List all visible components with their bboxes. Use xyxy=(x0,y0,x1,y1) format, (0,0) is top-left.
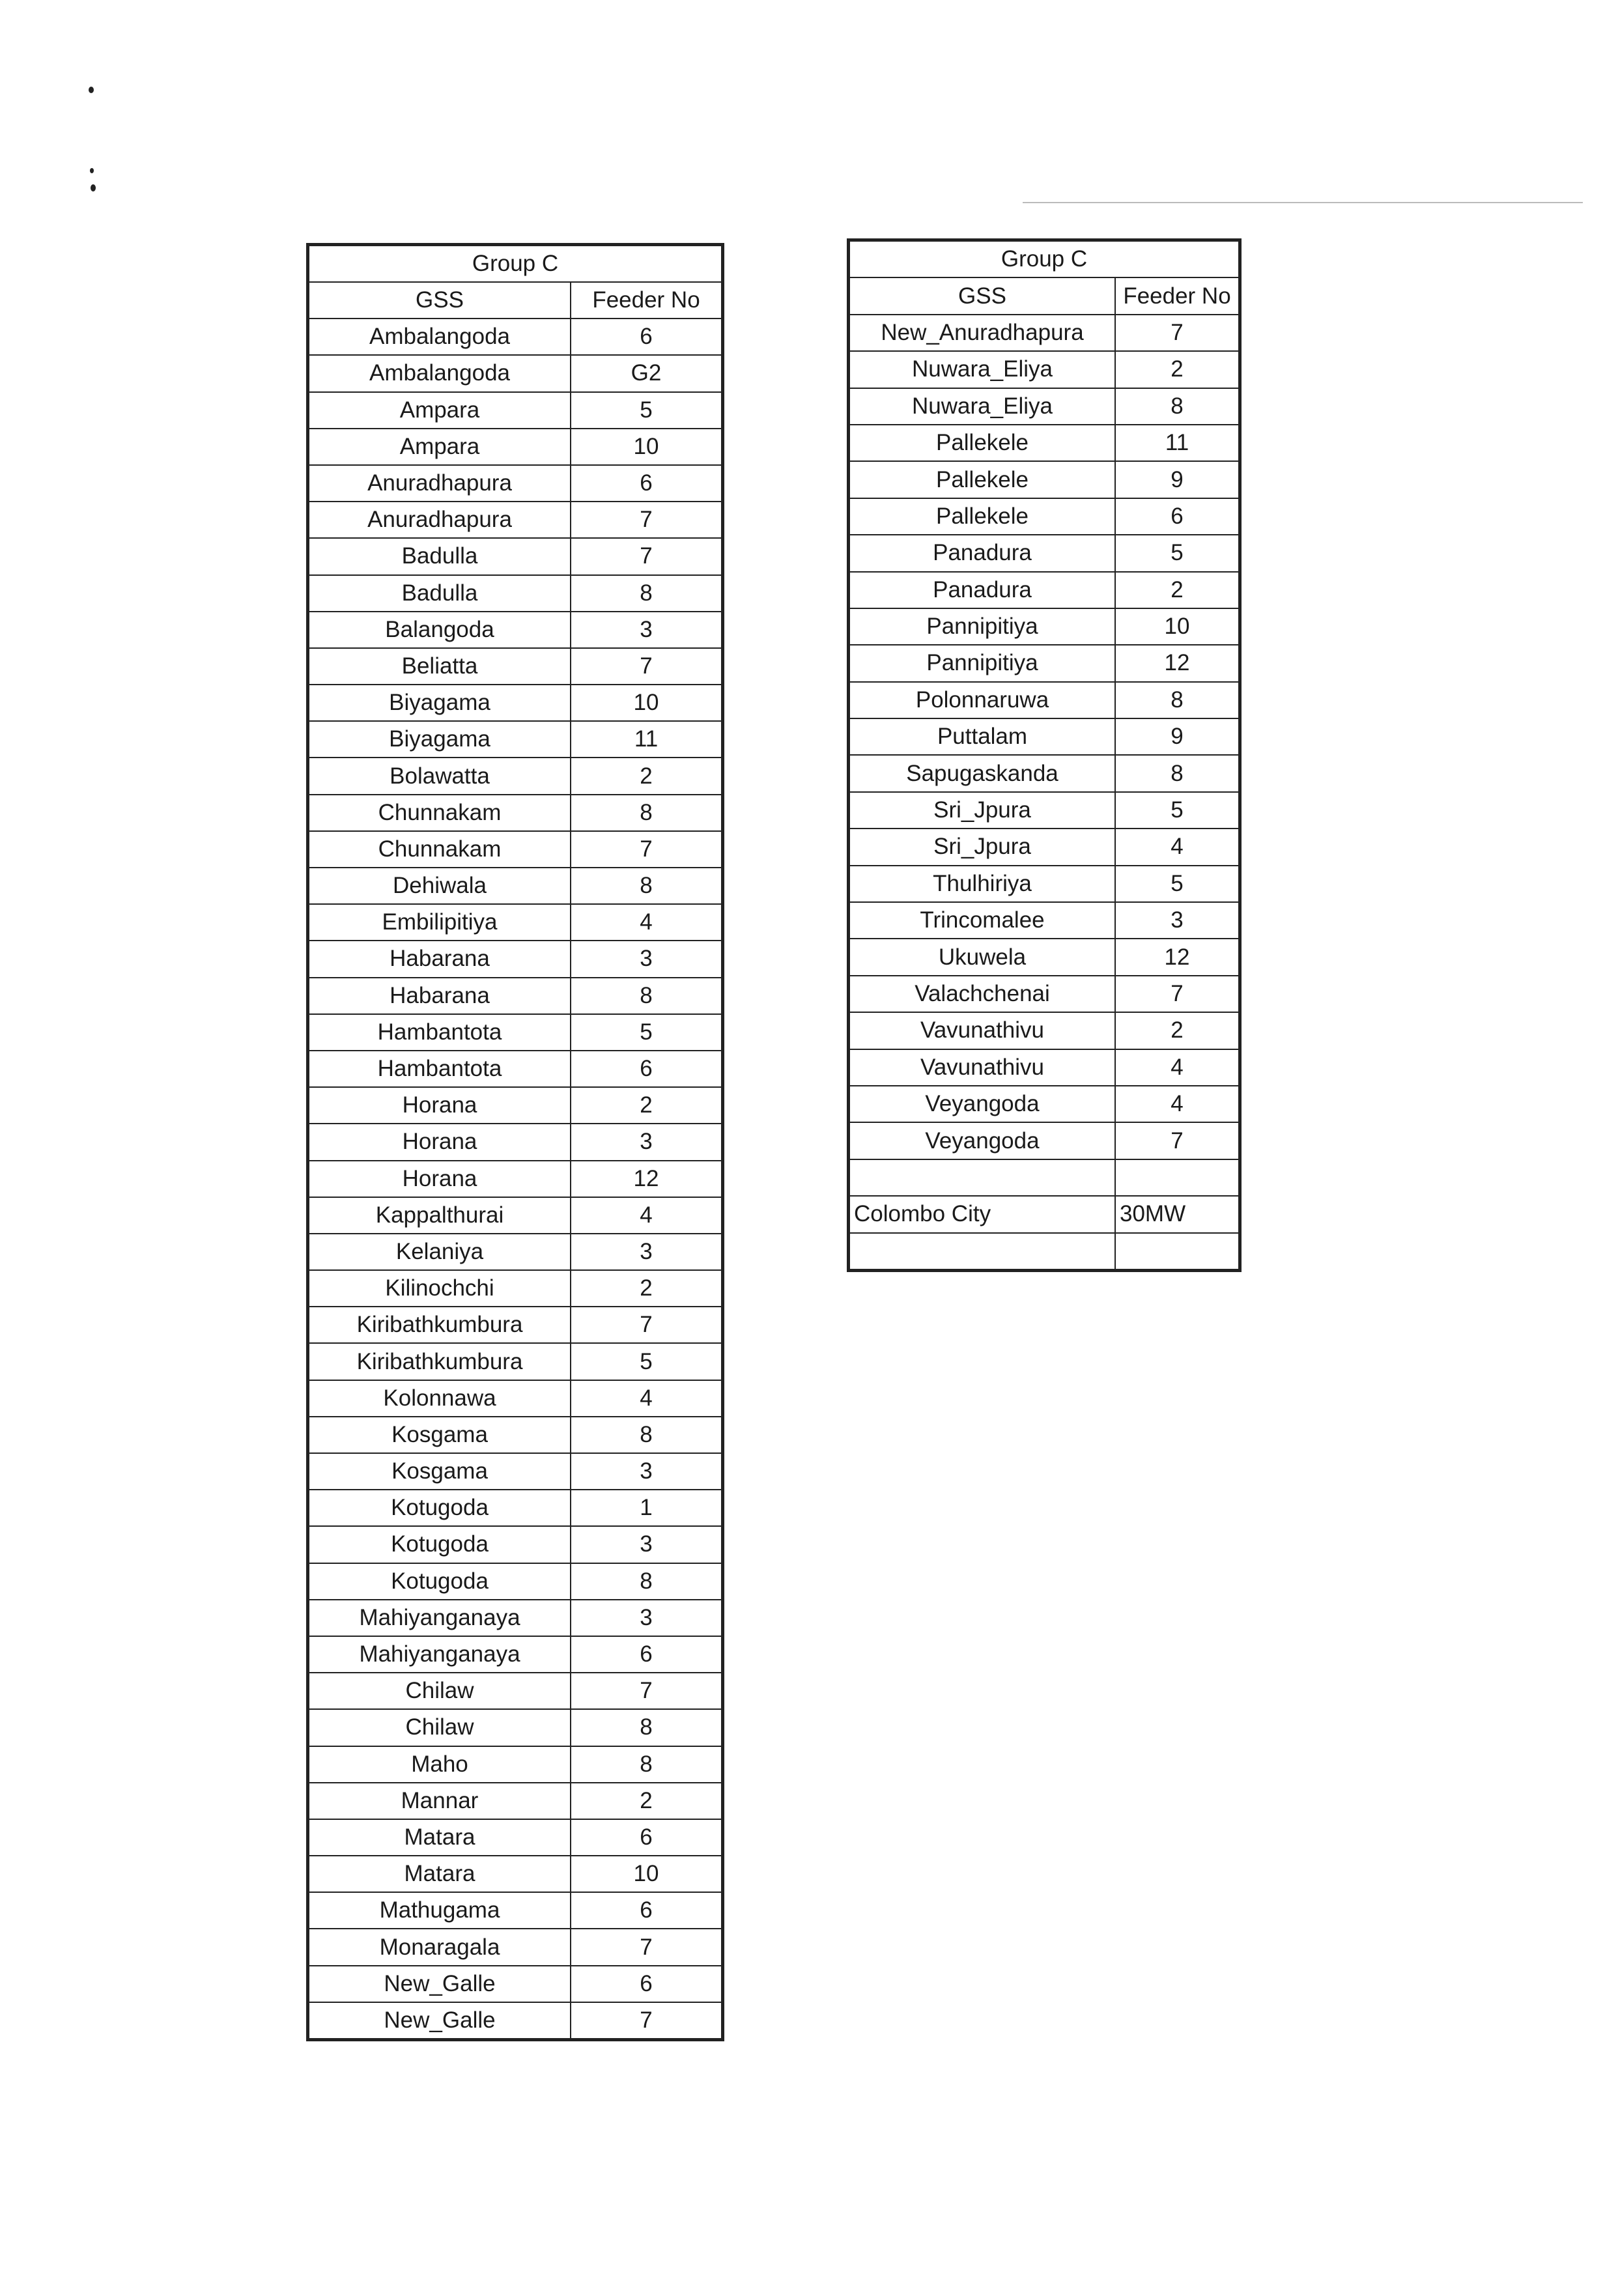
gss-cell: Ampara xyxy=(308,392,571,429)
gss-cell: Hambantota xyxy=(308,1051,571,1087)
gss-cell: New_Galle xyxy=(308,1966,571,2002)
gss-cell: New_Galle xyxy=(308,2002,571,2040)
gss-cell: Chilaw xyxy=(308,1709,571,1746)
table-row xyxy=(308,1966,723,2002)
table-row xyxy=(849,755,1240,791)
table-body xyxy=(849,315,1240,1271)
gss-cell: Biyagama xyxy=(308,685,571,721)
table-row xyxy=(308,429,723,465)
group-c-table-left xyxy=(306,243,724,2041)
feeder-no-cell: 2 xyxy=(571,758,723,794)
feeder-no-cell: 2 xyxy=(571,1270,723,1307)
gss-cell: Kiribathkumbura xyxy=(308,1307,571,1343)
table-row xyxy=(308,502,723,538)
feeder-no-cell: 6 xyxy=(571,1892,723,1929)
gss-cell: Ampara xyxy=(308,429,571,465)
feeder-no-cell: 11 xyxy=(1115,425,1240,461)
feeder-no-cell: 8 xyxy=(571,575,723,612)
table-row xyxy=(849,645,1240,681)
table-row xyxy=(308,1087,723,1124)
feeder-no-cell: 7 xyxy=(571,831,723,868)
table-row xyxy=(849,425,1240,461)
table-row xyxy=(849,1049,1240,1086)
feeder-no-cell: 7 xyxy=(571,2002,723,2040)
table-row xyxy=(308,831,723,868)
feeder-no-cell: 3 xyxy=(571,612,723,648)
scan-speck xyxy=(89,87,94,93)
feeder-no-cell: 4 xyxy=(571,1197,723,1234)
feeder-no-cell: 7 xyxy=(571,1929,723,1965)
gss-cell: Veyangoda xyxy=(849,1122,1116,1159)
feeder-no-cell: 5 xyxy=(1115,866,1240,902)
column-header-feeder-no: Feeder No xyxy=(1115,277,1240,314)
table-row xyxy=(308,1380,723,1417)
feeder-no-cell: 4 xyxy=(571,904,723,941)
table-row xyxy=(849,976,1240,1012)
table-row xyxy=(308,1234,723,1270)
feeder-no-cell: 6 xyxy=(571,1636,723,1673)
column-header-gss: GSS xyxy=(308,282,571,319)
feeder-no-cell: 6 xyxy=(571,465,723,502)
feeder-no-cell: 4 xyxy=(1115,1049,1240,1086)
feeder-no-cell: 6 xyxy=(571,319,723,355)
feeder-no-cell: 2 xyxy=(1115,572,1240,608)
table-row xyxy=(849,1233,1240,1271)
gss-cell: Kosgama xyxy=(308,1417,571,1453)
gss-cell: Colombo City xyxy=(849,1196,1116,1232)
gss-cell: Vavunathivu xyxy=(849,1012,1116,1049)
gss-cell: Horana xyxy=(308,1124,571,1160)
feeder-no-cell: 5 xyxy=(1115,535,1240,571)
gss-cell: Badulla xyxy=(308,575,571,612)
table-row xyxy=(308,1526,723,1563)
gss-cell: Anuradhapura xyxy=(308,502,571,538)
gss-cell: Kotugoda xyxy=(308,1490,571,1526)
table-row xyxy=(308,1453,723,1490)
gss-cell: New_Anuradhapura xyxy=(849,315,1116,351)
scan-speck xyxy=(90,168,94,173)
gss-cell: Chilaw xyxy=(308,1673,571,1709)
feeder-no-cell: 5 xyxy=(571,392,723,429)
table-row xyxy=(308,1124,723,1160)
gss-cell xyxy=(849,1233,1116,1271)
gss-cell: Valachchenai xyxy=(849,976,1116,1012)
feeder-no-cell: 7 xyxy=(571,1673,723,1709)
table-row xyxy=(849,902,1240,939)
feeder-no-cell: 7 xyxy=(571,502,723,538)
gss-cell: Pallekele xyxy=(849,425,1116,461)
gss-cell: Dehiwala xyxy=(308,868,571,904)
table-row xyxy=(308,575,723,612)
feeder-no-cell: 8 xyxy=(1115,388,1240,425)
feeder-no-cell: 3 xyxy=(571,941,723,977)
gss-cell: Chunnakam xyxy=(308,795,571,831)
table-row xyxy=(849,1086,1240,1122)
table-row xyxy=(308,1600,723,1636)
gss-cell: Embilipitiya xyxy=(308,904,571,941)
feeder-no-cell: 8 xyxy=(1115,682,1240,718)
gss-cell: Monaragala xyxy=(308,1929,571,1965)
table-row xyxy=(308,904,723,941)
table-row xyxy=(849,682,1240,718)
gss-cell: Habarana xyxy=(308,978,571,1014)
table-row xyxy=(308,868,723,904)
table-row xyxy=(308,612,723,648)
gss-cell: Vavunathivu xyxy=(849,1049,1116,1086)
feeder-no-cell: 2 xyxy=(1115,351,1240,388)
table-row xyxy=(308,1270,723,1307)
feeder-no-cell: 3 xyxy=(571,1526,723,1563)
feeder-no-cell: 12 xyxy=(1115,645,1240,681)
gss-cell: Ukuwela xyxy=(849,939,1116,975)
feeder-no-cell: 30MW xyxy=(1115,1196,1240,1232)
feeder-no-cell: 7 xyxy=(1115,315,1240,351)
gss-cell: Kotugoda xyxy=(308,1526,571,1563)
feeder-no-cell: 8 xyxy=(571,1417,723,1453)
gss-cell: Nuwara_Eliya xyxy=(849,351,1116,388)
table-row xyxy=(308,1636,723,1673)
gss-cell: Pannipitiya xyxy=(849,608,1116,645)
feeder-no-cell xyxy=(1115,1233,1240,1271)
gss-cell: Ambalangoda xyxy=(308,319,571,355)
gss-cell: Kappalthurai xyxy=(308,1197,571,1234)
feeder-no-cell: 6 xyxy=(571,1966,723,2002)
gss-cell: Habarana xyxy=(308,941,571,977)
table-row xyxy=(308,795,723,831)
table-row xyxy=(308,1783,723,1819)
feeder-no-cell: 8 xyxy=(571,868,723,904)
table-row xyxy=(849,866,1240,902)
gss-cell: Bolawatta xyxy=(308,758,571,794)
feeder-no-cell: 10 xyxy=(571,1856,723,1892)
table-row xyxy=(308,1929,723,1965)
gss-cell: Panadura xyxy=(849,535,1116,571)
gss-cell: Pallekele xyxy=(849,461,1116,498)
table-row xyxy=(308,1673,723,1709)
gss-cell: Mahiyanganaya xyxy=(308,1636,571,1673)
gss-cell: Sri_Jpura xyxy=(849,829,1116,865)
gss-cell: Maho xyxy=(308,1746,571,1783)
table-row xyxy=(308,1014,723,1051)
table-row xyxy=(308,1490,723,1526)
feeder-no-cell: 3 xyxy=(571,1124,723,1160)
gss-cell: Matara xyxy=(308,1819,571,1856)
table-row xyxy=(308,319,723,355)
feeder-no-cell: 6 xyxy=(571,1819,723,1856)
table-row xyxy=(308,1417,723,1453)
group-c-table-right xyxy=(847,238,1242,1272)
gss-cell: Ambalangoda xyxy=(308,355,571,391)
table-row xyxy=(308,392,723,429)
feeder-no-cell: 5 xyxy=(571,1343,723,1380)
gss-cell: Polonnaruwa xyxy=(849,682,1116,718)
gss-cell: Mahiyanganaya xyxy=(308,1600,571,1636)
gss-cell: Horana xyxy=(308,1087,571,1124)
gss-cell: Trincomalee xyxy=(849,902,1116,939)
table-row xyxy=(849,351,1240,388)
gss-cell: Puttalam xyxy=(849,718,1116,755)
feeder-no-cell: 10 xyxy=(571,429,723,465)
gss-cell: Kotugoda xyxy=(308,1563,571,1600)
table-row xyxy=(308,721,723,758)
feeder-no-cell xyxy=(1115,1159,1240,1196)
scan-speck xyxy=(91,184,96,191)
table-row xyxy=(308,1819,723,1856)
feeder-no-cell: 5 xyxy=(571,1014,723,1051)
gss-cell: Kelaniya xyxy=(308,1234,571,1270)
feeder-no-cell: 6 xyxy=(571,1051,723,1087)
table-row xyxy=(308,1709,723,1746)
gss-cell: Anuradhapura xyxy=(308,465,571,502)
feeder-no-cell: 3 xyxy=(1115,902,1240,939)
table-row xyxy=(308,758,723,794)
feeder-no-cell: 8 xyxy=(571,1563,723,1600)
gss-cell: Nuwara_Eliya xyxy=(849,388,1116,425)
table-row xyxy=(308,1343,723,1380)
table-row xyxy=(849,572,1240,608)
table-row xyxy=(308,2002,723,2040)
feeder-no-cell: 6 xyxy=(1115,498,1240,535)
gss-cell: Kolonnawa xyxy=(308,1380,571,1417)
table-row xyxy=(308,1161,723,1197)
table-row xyxy=(849,498,1240,535)
table-row xyxy=(308,648,723,685)
feeder-no-cell: 2 xyxy=(571,1087,723,1124)
feeder-no-cell: 12 xyxy=(571,1161,723,1197)
table-row xyxy=(849,718,1240,755)
gss-cell: Pallekele xyxy=(849,498,1116,535)
feeder-no-cell: 2 xyxy=(1115,1012,1240,1049)
table-row xyxy=(308,1892,723,1929)
feeder-no-cell: 7 xyxy=(1115,976,1240,1012)
gss-cell: Balangoda xyxy=(308,612,571,648)
table-row xyxy=(849,388,1240,425)
feeder-no-cell: 7 xyxy=(571,538,723,574)
table-row xyxy=(849,1012,1240,1049)
feeder-no-cell: 1 xyxy=(571,1490,723,1526)
feeder-no-cell: 9 xyxy=(1115,461,1240,498)
gss-cell: Thulhiriya xyxy=(849,866,1116,902)
table-row xyxy=(849,939,1240,975)
table-row xyxy=(308,355,723,391)
table-row xyxy=(849,461,1240,498)
feeder-no-cell: 7 xyxy=(1115,1122,1240,1159)
table-row xyxy=(849,535,1240,571)
gss-cell: Veyangoda xyxy=(849,1086,1116,1122)
feeder-no-cell: 7 xyxy=(571,1307,723,1343)
gss-cell: Sri_Jpura xyxy=(849,792,1116,829)
table-row xyxy=(308,1307,723,1343)
table-row xyxy=(308,1051,723,1087)
table-row xyxy=(308,1856,723,1892)
feeder-no-cell: 5 xyxy=(1115,792,1240,829)
table-title: Group C xyxy=(849,240,1240,278)
gss-cell: Hambantota xyxy=(308,1014,571,1051)
column-header-feeder-no: Feeder No xyxy=(571,282,723,319)
gss-cell: Badulla xyxy=(308,538,571,574)
table-row xyxy=(308,538,723,574)
feeder-no-cell: 9 xyxy=(1115,718,1240,755)
feeder-no-cell: 10 xyxy=(1115,608,1240,645)
feeder-no-cell: 11 xyxy=(571,721,723,758)
gss-cell: Sapugaskanda xyxy=(849,755,1116,791)
feeder-no-cell: 4 xyxy=(1115,1086,1240,1122)
feeder-no-cell: 8 xyxy=(571,795,723,831)
gss-cell: Kosgama xyxy=(308,1453,571,1490)
gss-cell: Mathugama xyxy=(308,1892,571,1929)
gss-cell: Panadura xyxy=(849,572,1116,608)
feeder-no-cell: 8 xyxy=(571,978,723,1014)
table-row xyxy=(849,1159,1240,1196)
feeder-no-cell: G2 xyxy=(571,355,723,391)
gss-cell: Horana xyxy=(308,1161,571,1197)
table-row xyxy=(308,685,723,721)
feeder-no-cell: 3 xyxy=(571,1600,723,1636)
feeder-no-cell: 4 xyxy=(571,1380,723,1417)
feeder-no-cell: 12 xyxy=(1115,939,1240,975)
table-body xyxy=(308,319,723,2039)
gss-cell: Beliatta xyxy=(308,648,571,685)
gss-cell: Biyagama xyxy=(308,721,571,758)
feeder-no-cell: 8 xyxy=(571,1746,723,1783)
column-header-gss: GSS xyxy=(849,277,1116,314)
gss-cell: Mannar xyxy=(308,1783,571,1819)
feeder-no-cell: 8 xyxy=(1115,755,1240,791)
feeder-no-cell: 3 xyxy=(571,1453,723,1490)
gss-cell: Pannipitiya xyxy=(849,645,1116,681)
gss-cell: Matara xyxy=(308,1856,571,1892)
scan-dash xyxy=(1023,202,1583,203)
table-row xyxy=(849,792,1240,829)
gss-cell: Kilinochchi xyxy=(308,1270,571,1307)
table-row xyxy=(308,1563,723,1600)
table-row xyxy=(849,608,1240,645)
table-row xyxy=(849,829,1240,865)
table-row xyxy=(308,1197,723,1234)
feeder-no-cell: 4 xyxy=(1115,829,1240,865)
table-row xyxy=(308,941,723,977)
feeder-no-cell: 10 xyxy=(571,685,723,721)
table-row xyxy=(849,315,1240,351)
gss-cell: Kiribathkumbura xyxy=(308,1343,571,1380)
feeder-no-cell: 3 xyxy=(571,1234,723,1270)
feeder-no-cell: 7 xyxy=(571,648,723,685)
table-row xyxy=(849,1196,1240,1232)
gss-cell xyxy=(849,1159,1116,1196)
table-title: Group C xyxy=(308,245,723,283)
table-row xyxy=(308,1746,723,1783)
feeder-no-cell: 8 xyxy=(571,1709,723,1746)
gss-cell: Chunnakam xyxy=(308,831,571,868)
table-row xyxy=(849,1122,1240,1159)
feeder-no-cell: 2 xyxy=(571,1783,723,1819)
table-row xyxy=(308,978,723,1014)
table-row xyxy=(308,465,723,502)
